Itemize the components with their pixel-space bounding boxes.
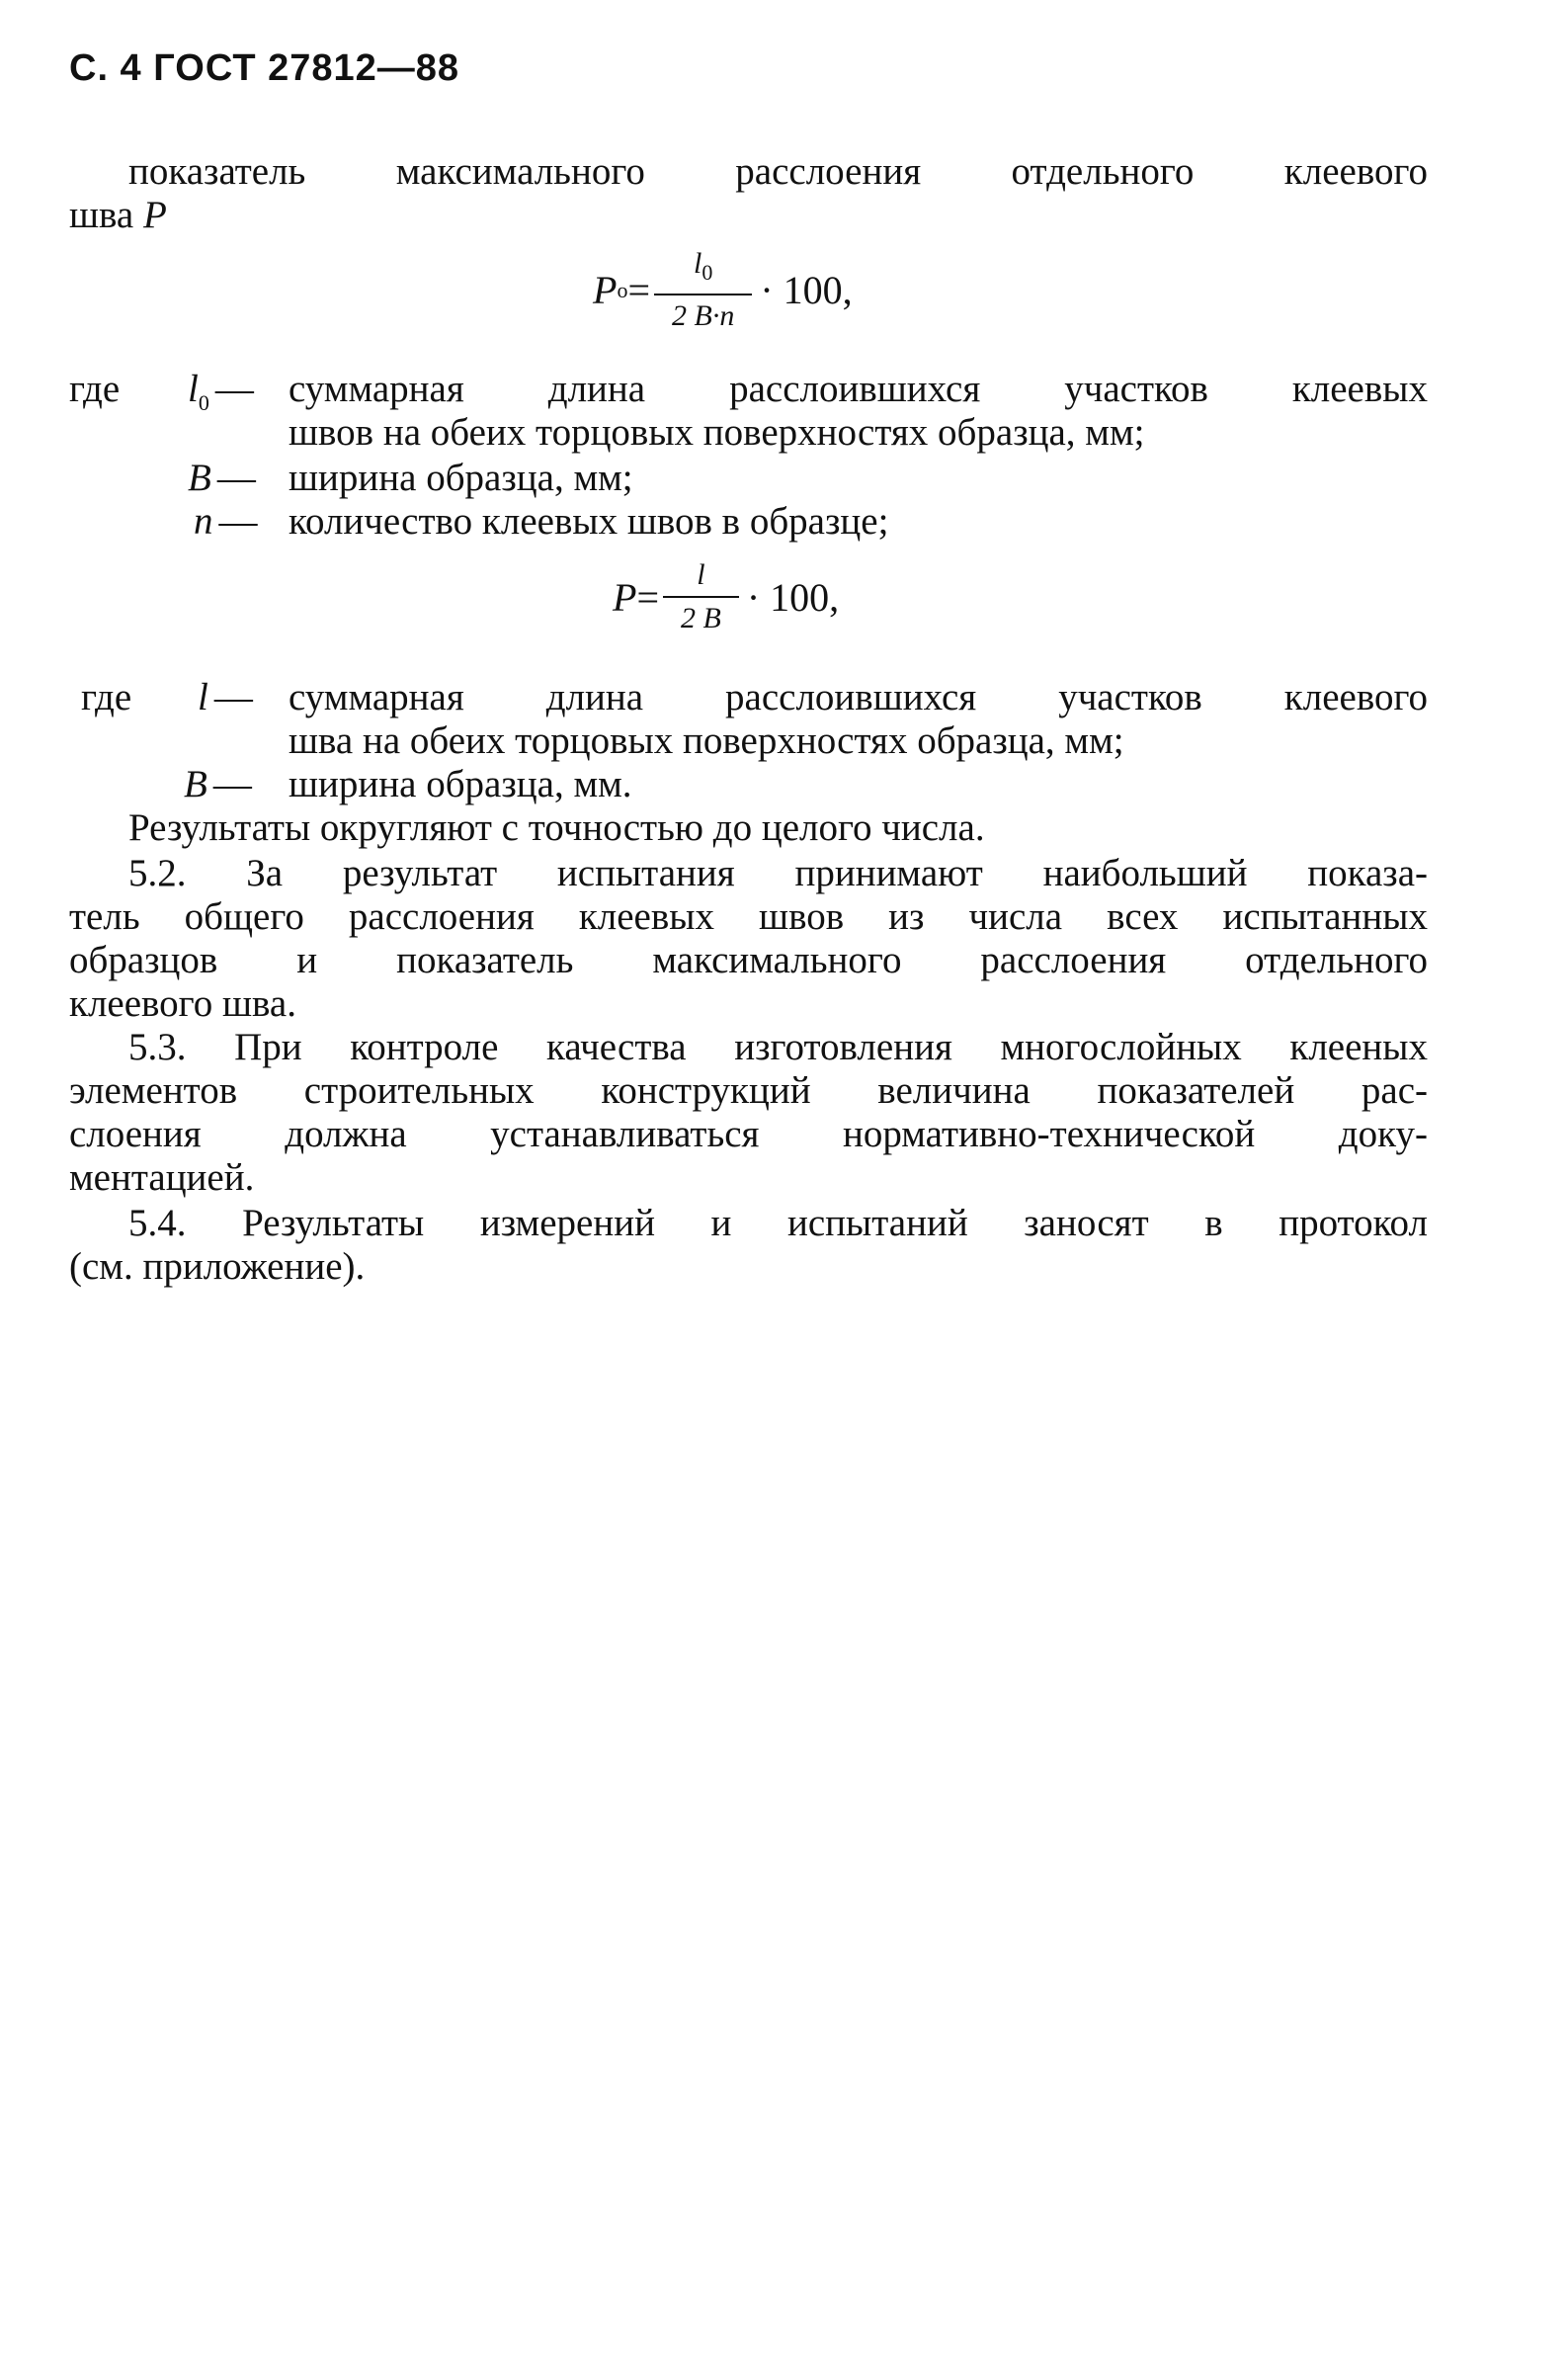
- formula-1-numerator: $l_0$: [693, 247, 713, 285]
- formula-2: [613, 558, 839, 635]
- formula-1-denominator: 2 B·n: [654, 294, 752, 333]
- where-1-item-0-var: $l_0$ —: [188, 368, 254, 415]
- where-2-item-0-text-1: суммарная длина расслоившихся участков клеевого: [289, 676, 1428, 718]
- para-5-2-line-1: 5.2. За результат испытания принимают наибольший показа-: [128, 852, 1428, 894]
- formula-1-eq: =: [627, 268, 650, 312]
- para-5-3-line-2: элементов строительных конструкций величина показателей рас-: [69, 1069, 1428, 1112]
- where-2-item-0-var: l —: [198, 676, 253, 718]
- intro-var: P: [143, 194, 167, 236]
- formula-2-rhs: · 100,: [746, 574, 840, 620]
- formula-1: [593, 247, 853, 333]
- intro-line-2: [69, 194, 167, 237]
- where-2-item-0-text-2: шва на обеих торцовых поверхностях образца, мм;: [289, 719, 1124, 762]
- formula-2-denominator: 2 B: [663, 596, 739, 635]
- para-5-3-line-4: ментацией.: [69, 1156, 255, 1199]
- formula-1-rhs: · 100,: [760, 268, 853, 312]
- intro-text: шва: [69, 194, 134, 236]
- para-5-3-line-3: слоения должна устанавливаться нормативно-технической доку-: [69, 1113, 1428, 1155]
- formula-1-fraction: [654, 247, 752, 333]
- formula-2-eq: =: [636, 574, 659, 620]
- formula-1-lhs: P: [593, 268, 618, 312]
- where-2-item-1-var: B —: [184, 763, 252, 805]
- formula-2-numerator: l: [697, 558, 705, 591]
- where-2-gde: где: [81, 676, 132, 718]
- para-5-4-line-1: 5.4. Результаты измерений и испытаний заносят в протокол: [128, 1202, 1428, 1244]
- where-2-item-1-text: ширина образца, мм.: [289, 763, 632, 805]
- where-1-item-0-text-1: суммарная длина расслоившихся участков клеевых: [289, 368, 1428, 410]
- para-5-2-line-2: тель общего расслоения клеевых швов из числа всех испытанных: [69, 895, 1428, 938]
- where-1-item-2-var: n —: [194, 500, 258, 543]
- formula-1-lhs-sub: о: [617, 277, 628, 302]
- para-5-2-line-3: образцов и показатель максимального расслоения отдельного: [69, 939, 1428, 981]
- where-1-item-0-text-2: швов на обеих торцовых поверхностях образца, мм;: [289, 411, 1145, 454]
- where-1-item-2-text: количество клеевых швов в образце;: [289, 500, 889, 543]
- where-1-item-1-text: ширина образца, мм;: [289, 457, 633, 499]
- where-1-item-1-var: B —: [188, 457, 256, 499]
- para-5-2-line-4: клеевого шва.: [69, 982, 296, 1025]
- para-5-3-line-1: 5.3. При контроле качества изготовления многослойных клееных: [128, 1026, 1428, 1068]
- rounding-note: Результаты округляют с точностью до целого числа.: [128, 806, 985, 849]
- page-header: С. 4 ГОСТ 27812—88: [69, 47, 460, 89]
- intro-line-1: показатель максимального расслоения отдельного клеевого: [128, 150, 1428, 193]
- para-5-4-line-2: (см. приложение).: [69, 1245, 366, 1288]
- formula-2-fraction: [663, 558, 739, 635]
- formula-2-lhs: P: [613, 574, 637, 620]
- where-1-gde: где: [69, 368, 121, 410]
